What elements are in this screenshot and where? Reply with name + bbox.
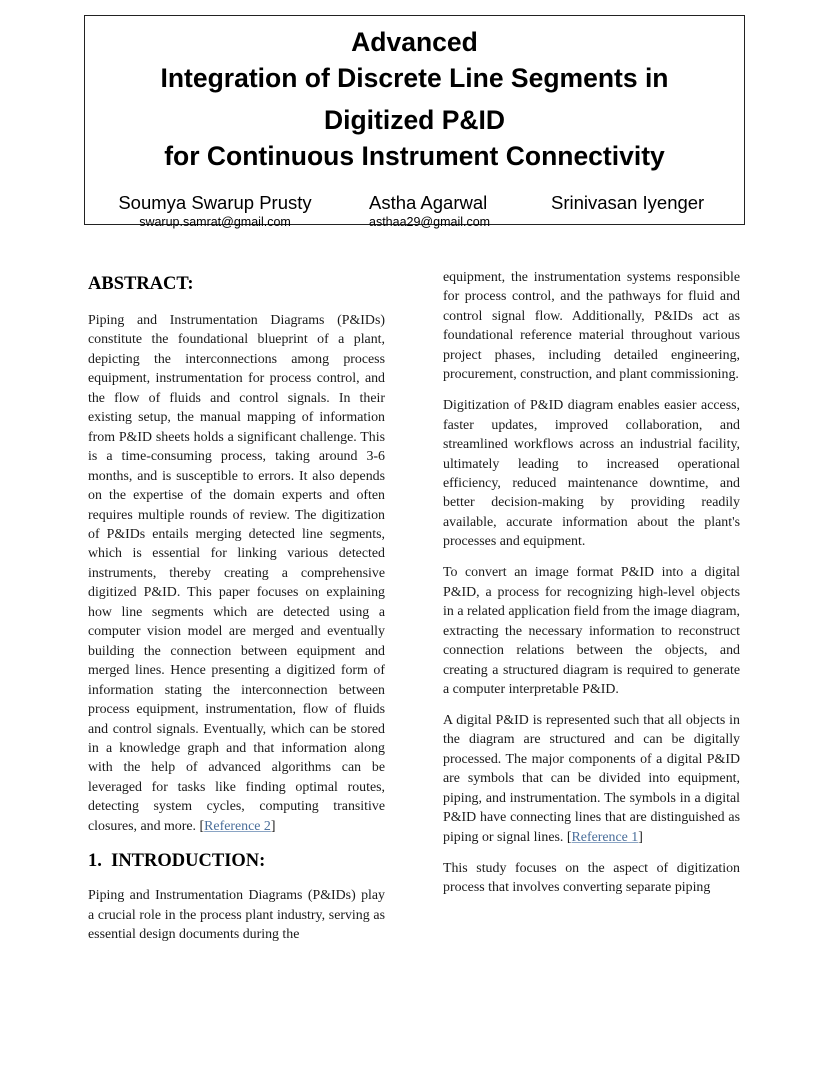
reference-2-link[interactable]: Reference 2 <box>204 818 271 834</box>
abstract-body: Piping and Instrumentation Diagrams (P&IDs) constitute the foundational blueprint of a plant, depicting the interconnections among process equipment, instrumentation for process control, and the flow of fluids and control signals. In their existing setup, the manual mapping of information from P&ID sheets holds a significant challenge. This is a time-consuming process, taking around 3-6 months, and is susceptible to errors. It also depends on the expertise of the domain experts and often requires multiple rounds of review. The digitization of P&IDs entails merging detected line segments, which is essential for linking various detected instruments, thereby creating a comprehensive digitized P&ID. This paper focuses on explaining how line segments which are detected using a computer vision model are merged and eventually building the connection between equipment and merged lines. Hence presenting a digitized form of information stating the interconnection between process equipment, instrumentation, flow of fluids and control signals. Eventually, which can be stored in a knowledge graph and that information along with the help of advanced algorithms can be leveraged for tasks like finding optimal routes, detecting system cycles, computing transitive closures, and more. <box>88 313 385 834</box>
author-3 <box>551 192 704 214</box>
title-line-3: Digitized P&ID <box>323 105 506 135</box>
author-2 <box>369 192 490 229</box>
author-name: Astha Agarwal <box>369 192 488 213</box>
reference-1-link[interactable]: Reference 1 <box>571 829 639 845</box>
intro-paragraph-5: This study focuses on the aspect of digitization process that involves converting separate piping <box>443 860 740 896</box>
abstract-text: Piping and Instrumentation Diagrams (P&IDs) constitute the foundational blueprint of a plant, depicting the interconnections among process equipment, instrumentation for process control, and the flow of fluids and control signals. In their existing setup, the manual mapping of information from P&ID sheets holds a significant challenge. This is a time-consuming process, taking around 3-6 months, and is susceptible to errors. It also depends on the expertise of the domain experts and often requires multiple rounds of review. The digitization of P&IDs entails merging detected line segments, which is essential for linking various detected instruments, thereby creating a comprehensive digitized P&ID. This paper focuses on explaining how line segments which are detected using a computer vision model are merged and eventually building the connection between equipment and merged lines. Hence presenting a digitized form of information stating the interconnection between process equipment, instrumentation, flow of fluids and control signals. Eventually, which can be stored in a knowledge graph and that information along with the help of advanced algorithms can be leveraged for tasks like finding optimal routes, detecting system cycles, computing transitive closures, and more. [Reference 2] <box>88 313 385 834</box>
left-column <box>88 267 385 945</box>
right-column <box>443 268 740 898</box>
intro-paragraph-1-continued: equipment, the instrumentation systems responsible for process control, and the pathways for fluid and control signal flow. Additionally, P&IDs act as foundational reference material throughout various project phases, including detailed engineering, procurement, construction, and plant commissioning. <box>443 270 740 383</box>
abstract-heading: ABSTRACT: <box>88 274 194 294</box>
intro-paragraph-4-body: A digital P&ID is represented such that all objects in the diagram are structured and can be digitally processed. The major components of a digital P&ID are symbols that can be divided into equipment, piping, and instrumentation. The symbols in a digital P&ID have connecting lines that are distinguished as piping or signal lines. <box>443 713 740 845</box>
author-name: Soumya Swarup Prusty <box>118 192 312 213</box>
intro-paragraph-3: To convert an image format P&ID into a digital P&ID, a process for recognizing high-level objects in a related application field from the image diagram, extracting the necessary information to reconstruct connection relations between the objects, and creating a structured diagram is required to generate a computer interpretable P&ID. <box>443 565 740 698</box>
author-name: Srinivasan Iyenger <box>551 192 705 213</box>
introduction-heading: 1. INTRODUCTION: <box>88 851 266 872</box>
title-box <box>84 15 745 229</box>
author-email: swarup.samrat@gmail.com <box>139 215 291 229</box>
title-line-4: for Continuous Instrument Connectivity <box>164 141 665 171</box>
intro-paragraph-2: Digitization of P&ID diagram enables easier access, faster updates, improved collaboration, and streamlined workflows across an industrial facility, ultimately leading to increased operational efficiency, reduced maintenance downtime, and better decision-making by providing readily available, accurate information about the plant's processes and equipment. <box>443 398 740 550</box>
paper-title <box>85 24 744 174</box>
intro-paragraph-1: Piping and Instrumentation Diagrams (P&IDs) play a crucial role in the process plant industry, serving as essential design documents during the <box>88 888 385 943</box>
author-1 <box>110 192 320 229</box>
title-line-1: Advanced <box>351 27 478 57</box>
title-line-2: Integration of Discrete Line Segments in <box>160 63 669 93</box>
author-email: asthaa29@gmail.com <box>369 215 491 229</box>
intro-paragraph-4: A digital P&ID is represented such that all objects in the diagram are structured and can be digitally processed. The major components of a digital P&ID are symbols that can be divided into equipment, piping, and instrumentation. The symbols in a digital P&ID have connecting lines that are distinguished as piping or signal lines. [Reference 1] <box>443 713 740 845</box>
